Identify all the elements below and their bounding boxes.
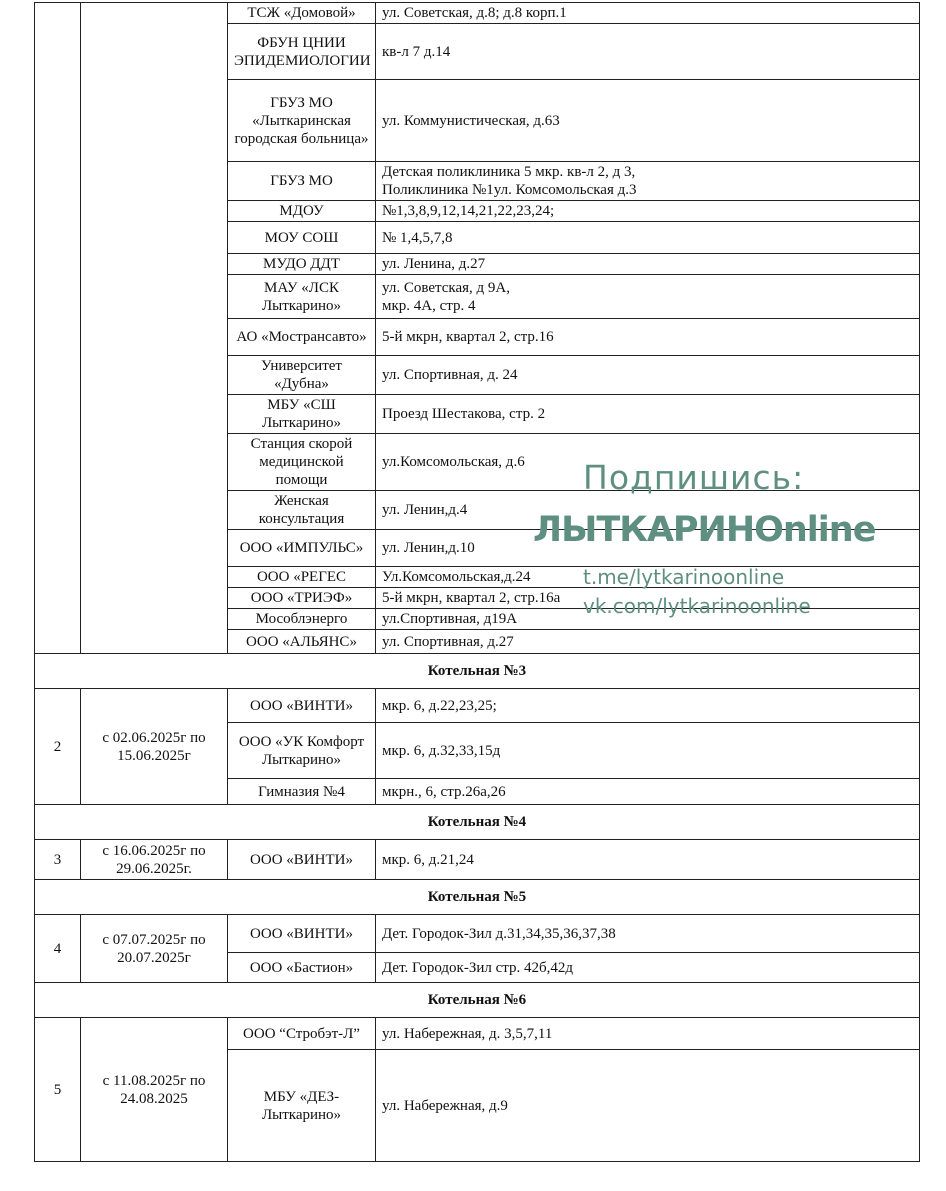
organization-cell: ООО «ИМПУЛЬС» xyxy=(228,530,376,567)
address-line: 5-й мкрн, квартал 2, стр.16а xyxy=(382,590,561,606)
organization-cell: Женская консультация xyxy=(228,491,376,530)
period-cell: с 02.06.2025г по 15.06.2025г xyxy=(81,689,228,805)
address-line: Проезд Шестакова, стр. 2 xyxy=(382,406,546,422)
row-number-cell: 5 xyxy=(35,1018,81,1162)
organization-cell: Станция скорой медицинской помощи xyxy=(228,434,376,491)
address-cell: Дет. Городок-Зил стр. 42б,42д xyxy=(376,953,920,983)
period-cell: с 07.07.2025г по 20.07.2025г xyxy=(81,915,228,983)
watermark-brand: ЛЫТКАРИНOnline xyxy=(533,510,876,550)
organization-cell: ООО «РЕГЕС xyxy=(228,567,376,588)
row-number-cell: 3 xyxy=(35,840,81,880)
organization-cell: МУДО ДДТ xyxy=(228,254,376,275)
address-line: ул.Комсомольская, д.6 xyxy=(382,454,525,470)
row-number-cell: 4 xyxy=(35,915,81,983)
organization-cell: МБУ «СШ Лыткарино» xyxy=(228,395,376,434)
boiler-house-title: Котельная №5 xyxy=(35,880,920,915)
boiler-house-title: Котельная №6 xyxy=(35,983,920,1018)
address-line: 5-й мкрн, квартал 2, стр.16 xyxy=(382,329,554,345)
table-row xyxy=(35,840,920,880)
address-cell xyxy=(376,162,920,201)
section-header-row xyxy=(35,654,920,689)
organization-cell: ГБУЗ МО «Лыткаринская городская больница» xyxy=(228,80,376,162)
watermark-subscribe: Подпишись: xyxy=(583,458,805,497)
row-number-cell: 2 xyxy=(35,689,81,805)
address-line: Поликлиника №1ул. Комсомольская д.3 xyxy=(382,182,637,198)
table-row xyxy=(35,915,920,953)
address-cell: ул. Набережная, д.9 xyxy=(376,1050,920,1162)
organization-cell: Мособлэнерго xyxy=(228,609,376,630)
organization-cell: ООО «ВИНТИ» xyxy=(228,915,376,953)
address-cell: мкр. 6, д.21,24 xyxy=(376,840,920,880)
table-row xyxy=(35,689,920,723)
watermark-telegram-link[interactable]: t.me/lytkarinoonline xyxy=(583,565,785,589)
address-line: ул. Ленин,д.10 xyxy=(382,540,475,556)
address-cell xyxy=(376,201,920,222)
organization-cell: ООО «Бастион» xyxy=(228,953,376,983)
address-cell xyxy=(376,395,920,434)
address-cell xyxy=(376,24,920,80)
organization-cell: ООО «УК Комфорт Лыткарино» xyxy=(228,723,376,779)
organization-cell: ФБУН ЦНИИ ЭПИДЕМИОЛОГИИ xyxy=(228,24,376,80)
period-cell: с 11.08.2025г по 24.08.2025 xyxy=(81,1018,228,1162)
address-line: ул. Спортивная, д.27 xyxy=(382,633,514,650)
organization-cell: ООО «ВИНТИ» xyxy=(228,689,376,723)
organization-cell: МДОУ xyxy=(228,201,376,222)
organization-cell: Университет «Дубна» xyxy=(228,356,376,395)
section-header-row xyxy=(35,880,920,915)
address-cell: мкрн., 6, стр.26а,26 xyxy=(376,779,920,805)
organization-cell: ТСЖ «Домовой» xyxy=(228,3,376,24)
address-cell xyxy=(376,630,920,654)
address-line: ул. Советская, д.8; д.8 корп.1 xyxy=(382,5,567,21)
organization-cell: ГБУЗ МО xyxy=(228,162,376,201)
period-cell xyxy=(81,3,228,654)
address-line: ул. Спортивная, д. 24 xyxy=(382,367,518,383)
organization-cell: Гимназия №4 xyxy=(228,779,376,805)
address-cell: Дет. Городок-Зил д.31,34,35,36,37,38 xyxy=(376,915,920,953)
address-cell xyxy=(376,80,920,162)
address-line: ул. Коммунистическая, д.63 xyxy=(382,112,560,129)
address-cell xyxy=(376,222,920,254)
organization-cell: ООО «АЛЬЯНС» xyxy=(228,630,376,654)
address-line: Ул.Комсомольская,д.24 xyxy=(382,569,531,585)
address-line: мкр. 4А, стр. 4 xyxy=(382,297,476,314)
address-cell: мкр. 6, д.22,23,25; xyxy=(376,689,920,723)
section-header-row xyxy=(35,983,920,1018)
address-cell xyxy=(376,319,920,356)
organization-cell: МОУ СОШ xyxy=(228,222,376,254)
address-line: № 1,4,5,7,8 xyxy=(382,229,453,246)
address-cell xyxy=(376,254,920,275)
organization-cell: МБУ «ДЕЗ-Лыткарино» xyxy=(228,1050,376,1162)
address-line: ул. Ленина, д.27 xyxy=(382,256,486,272)
address-cell: мкр. 6, д.32,33,15д xyxy=(376,723,920,779)
organization-cell: ООО “Стробэт-Л” xyxy=(228,1018,376,1050)
organization-cell: АО «Мострансавто» xyxy=(228,319,376,356)
address-line: ул. Советская, д 9А, xyxy=(382,279,510,296)
section-header-row xyxy=(35,805,920,840)
address-line: кв-л 7 д.14 xyxy=(382,43,451,60)
boiler-house-title: Котельная №3 xyxy=(35,654,920,689)
address-line: ул. Ленин,д.4 xyxy=(382,502,468,518)
address-line: №1,3,8,9,12,14,21,22,23,24; xyxy=(382,203,555,219)
schedule-table xyxy=(34,2,920,1162)
address-cell xyxy=(376,356,920,395)
schedule-table-body xyxy=(35,3,920,1162)
organization-cell: ООО «ВИНТИ» xyxy=(228,840,376,880)
address-cell xyxy=(376,275,920,319)
watermark-vk-link[interactable]: vk.com/lytkarinoonline xyxy=(583,594,811,618)
table-row xyxy=(35,3,920,24)
table-row xyxy=(35,1018,920,1050)
organization-cell: ООО «ТРИЭФ» xyxy=(228,588,376,609)
address-line: Детская поликлиника 5 мкр. кв-л 2, д 3, xyxy=(382,164,636,180)
address-cell: ул. Набережная, д. 3,5,7,11 xyxy=(376,1018,920,1050)
period-cell: с 16.06.2025г по 29.06.2025г. xyxy=(81,840,228,880)
address-cell xyxy=(376,3,920,24)
address-line: ул.Спортивная, д19А xyxy=(382,611,518,627)
organization-cell: МАУ «ЛСК Лыткарино» xyxy=(228,275,376,319)
boiler-house-title: Котельная №4 xyxy=(35,805,920,840)
row-number-cell xyxy=(35,3,81,654)
